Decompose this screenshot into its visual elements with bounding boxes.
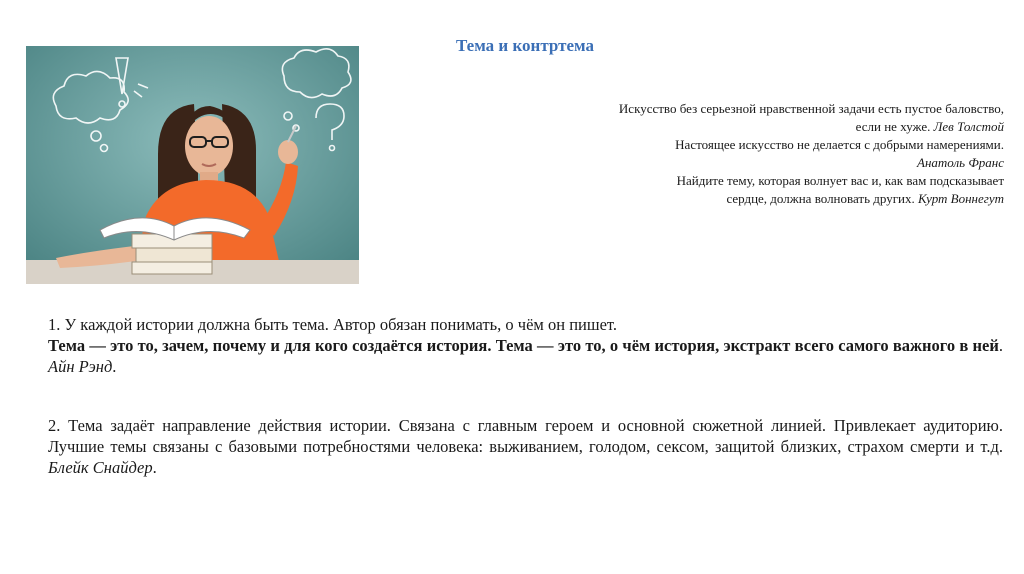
quote-line (520, 190, 1004, 208)
quote-line (520, 154, 1004, 172)
punctuation: . (152, 458, 157, 477)
quote-text: Найдите тему, которая волнует вас и, как вам подсказывает (676, 173, 1004, 188)
quote-author: Анатоль Франс (917, 155, 1004, 170)
punctuation: . (998, 336, 1003, 355)
student-thinking-illustration (26, 46, 359, 284)
paragraph-text: 2. Тема задаёт направление действия истории. Связана с главным героем и основной сюжетной линией. Привлекает аудиторию. Лучшие темы связаны с базовыми потребностями человека: выживанием, голодом, сексом, защитой близких, страхом смерти и т.д. (48, 416, 1003, 456)
quote-text: Настоящее искусство не делается с добрыми намерениями. (675, 137, 1004, 152)
quote-line (520, 172, 1004, 190)
paragraph-theme-definition (48, 314, 1003, 377)
paragraph-author: Айн Рэнд (48, 357, 113, 376)
quote-line (520, 100, 1004, 118)
paragraph-theme-direction (48, 415, 1003, 478)
definition-text: Тема — это то, зачем, почему и для кого создаётся история. Тема — это то, о чём история, экстракт всего самого важного в ней (48, 336, 999, 355)
paragraph-line: 1. У каждой истории должна быть тема. Автор обязан понимать, о чём он пишет. (48, 315, 617, 334)
quote-line (520, 118, 1004, 136)
paragraph-author: Блейк Снайдер (48, 458, 153, 477)
epigraph-quotes (520, 100, 1004, 208)
quote-text: сердце, должна волновать других. (726, 191, 915, 206)
page-title: Тема и контртема (455, 36, 594, 55)
quote-text: Искусство без серьезной нравственной задачи есть пустое баловство, (618, 101, 1004, 116)
punctuation: . (112, 357, 117, 376)
quote-author: Лев Толстой (933, 119, 1004, 134)
quote-line (520, 136, 1004, 154)
quote-author: Курт Воннегут (918, 191, 1004, 206)
quote-text: если не хуже. (855, 119, 931, 134)
